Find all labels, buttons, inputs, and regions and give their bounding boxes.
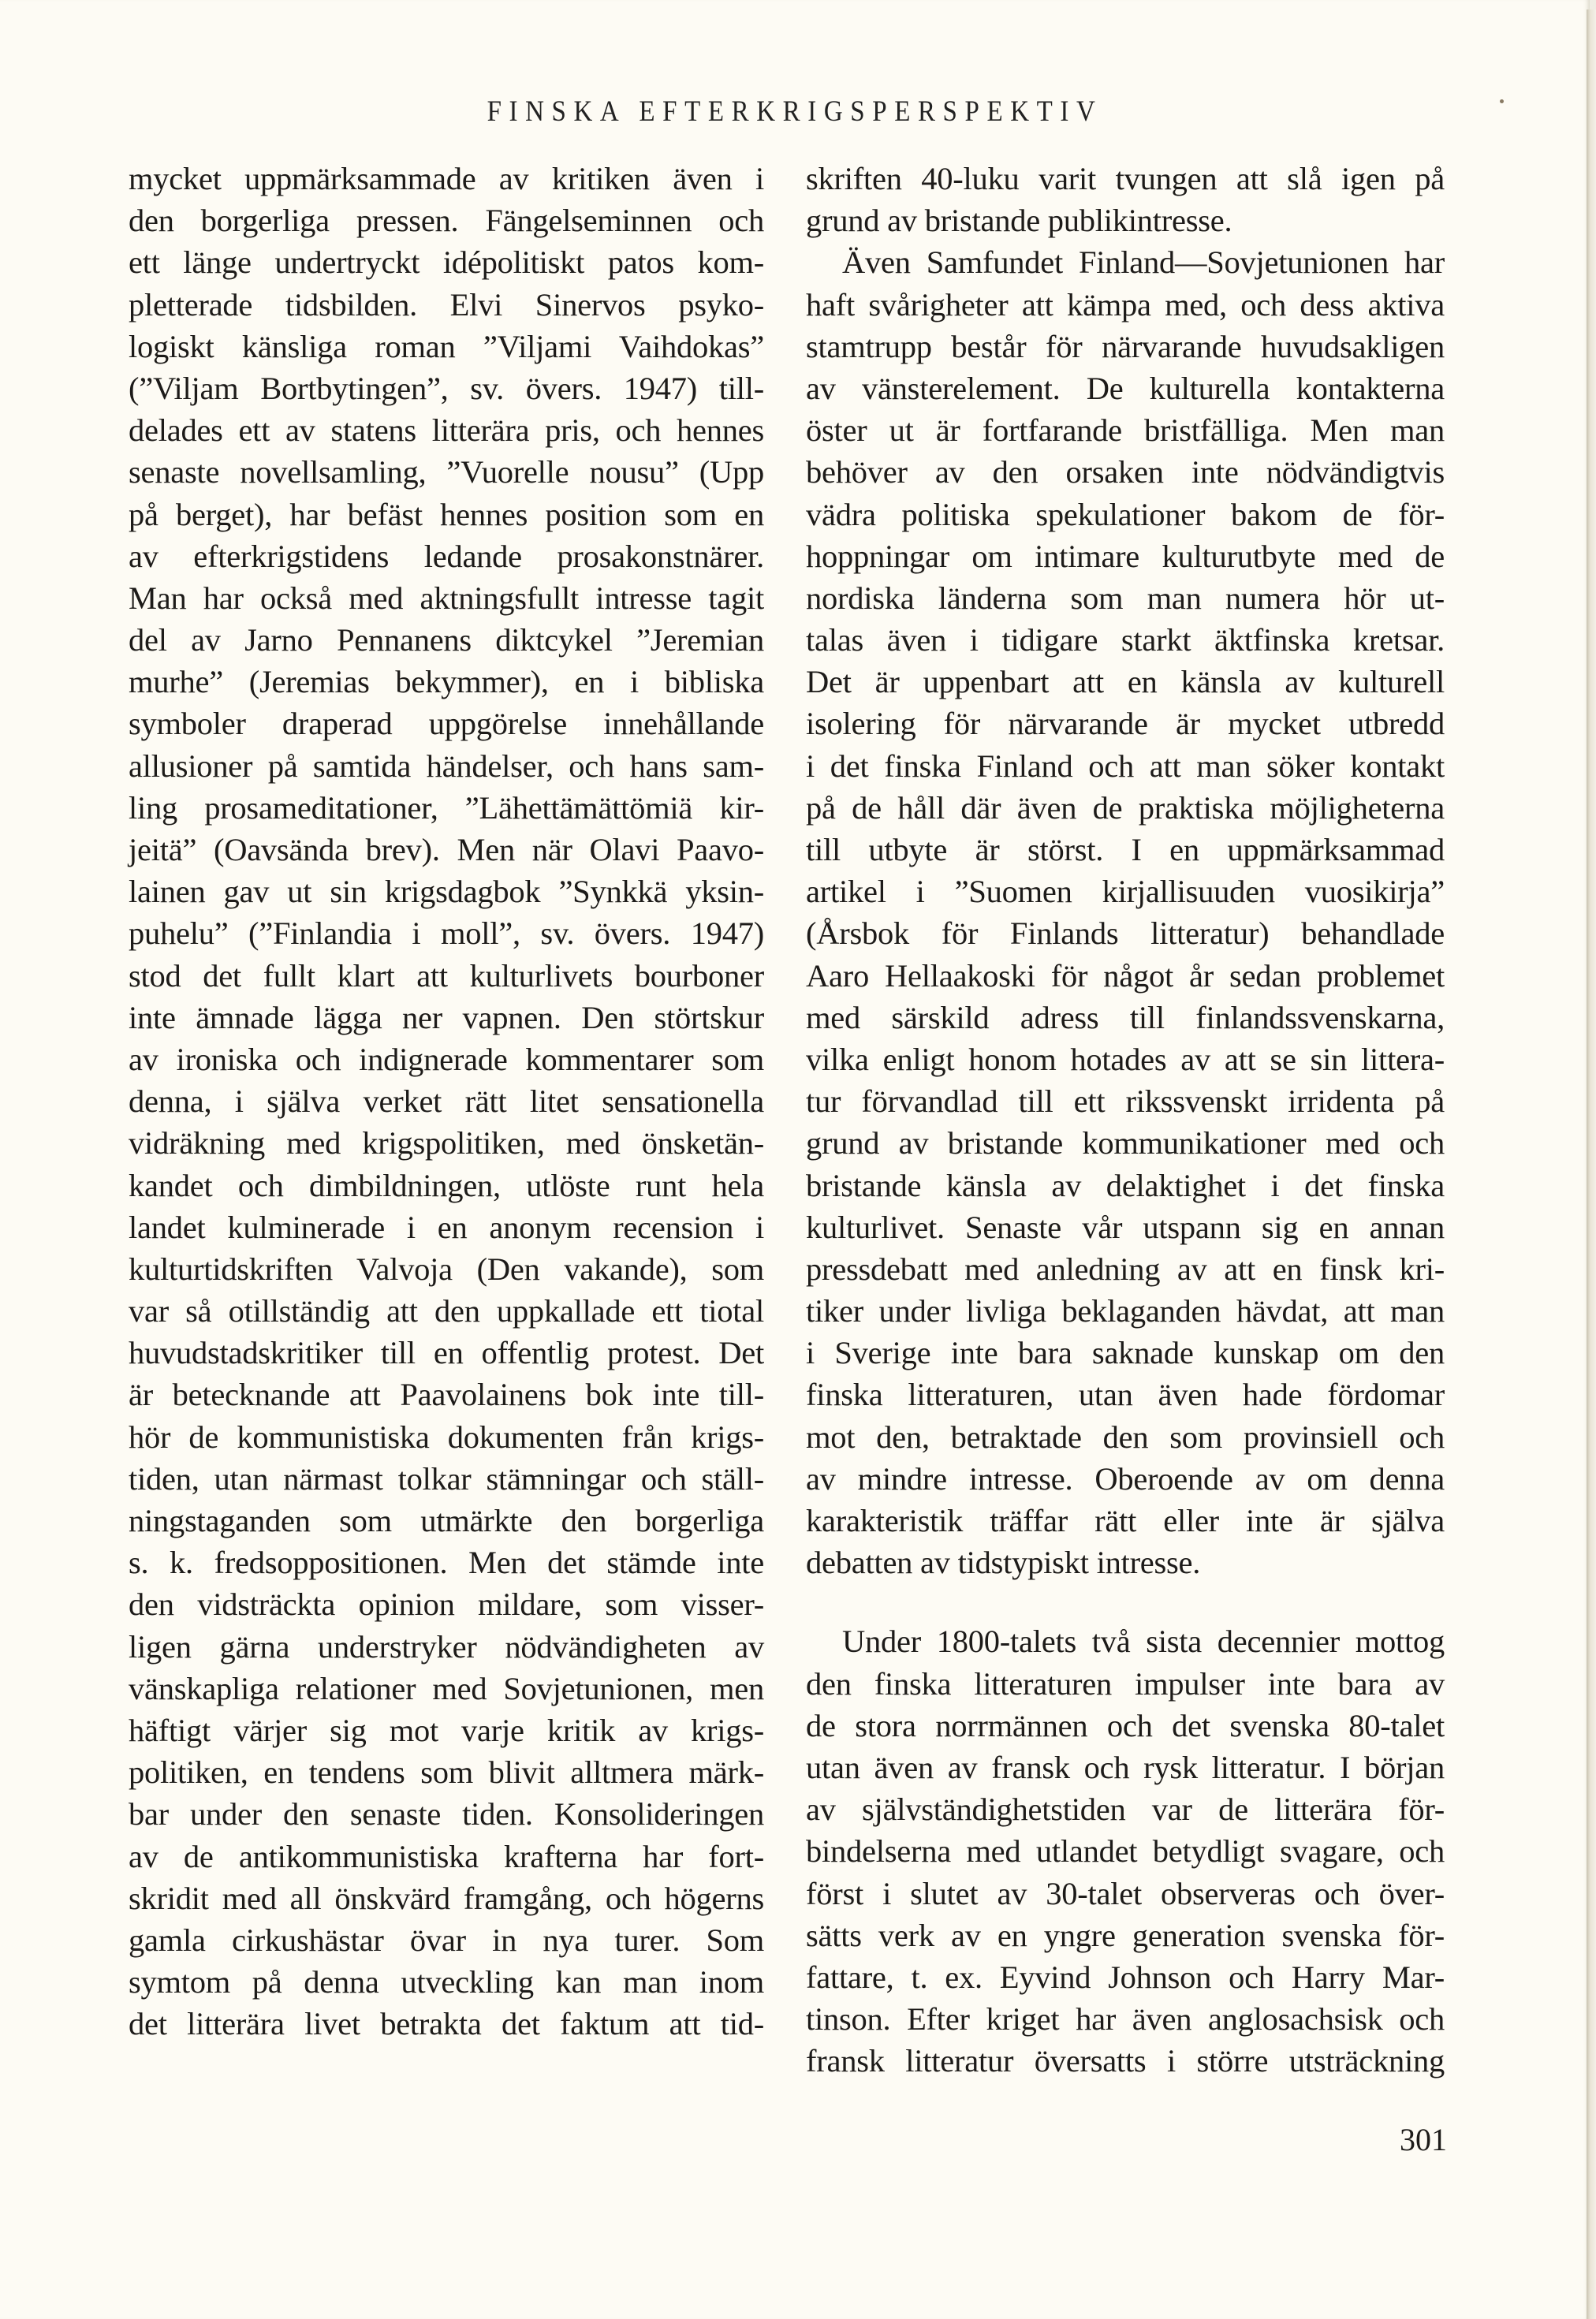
text-line: stod det fullt klart att kulturlivets bourboner (129, 957, 764, 994)
text-line: i det finska Finland och att man söker kontakt (806, 748, 1445, 784)
text-line: var så otillständig att den uppkallade ett tiotal (129, 1293, 764, 1329)
text-line: lainen gav ut sin krigsdagbok ”Synkkä yksin- (129, 874, 764, 910)
text-line: tiker under livliga beklaganden hävdat, att man (806, 1293, 1445, 1329)
text-line: tur förvandlad till ett rikssvenskt irridenta på (806, 1083, 1445, 1120)
text-line: häftigt värjer sig mot varje kritik av krigs- (129, 1712, 764, 1748)
text-line: symtom på denna utveckling kan man inom (129, 1964, 764, 2000)
running-head: FINSKA EFTERKRIGSPERSPEKTIV (487, 95, 1103, 129)
text-line: karakteristik träffar rätt eller inte är själva (806, 1503, 1445, 1538)
text-line: jeitä” (Oavsända brev). Men när Olavi Paavo- (129, 832, 764, 867)
text-line: ling prosameditationer, ”Lähettämättömiä kir- (129, 789, 764, 826)
text-line: kulturtidskriften Valvoja (Den vakande), som (129, 1251, 764, 1287)
text-line: på berget), har befäst hennes position som en (129, 496, 764, 532)
text-line: den borgerliga pressen. Fängelseminnen och (129, 203, 764, 239)
text-line: (”Viljam Bortbytingen”, sv. övers. 1947) till- (129, 370, 764, 406)
text-line: isolering för närvarande är mycket utbredd (806, 706, 1445, 742)
text-line: (Årsbok för Finlands litteratur) behandlade (806, 915, 1445, 952)
text-line: symboler draperad uppgörelse innehållande (129, 706, 764, 742)
text-line: skridit med all önskvärd framgång, och högerns (129, 1880, 764, 1916)
paragraph-gap (806, 1583, 1445, 1620)
text-line: vänskapliga relationer med Sovjetunionen, men (129, 1670, 764, 1706)
text-line: skriften 40-luku varit tvungen att slå igen på (806, 161, 1445, 196)
text-line: av de antikommunistiska krafterna har fort- (129, 1838, 764, 1874)
text-line: bindelserna med utlandet betydligt svagare, och (806, 1833, 1445, 1870)
text-line: huvudstadskritiker till en offentlig protest. Det (129, 1335, 764, 1371)
text-line: senaste novellsamling, ”Vuorelle nousu” (Upp (129, 454, 764, 490)
text-line: Man har också med aktningsfullt intresse tagit (129, 580, 764, 616)
text-line: talas även i tidigare starkt äktfinska kretsar. (806, 622, 1445, 658)
text-line: kulturlivet. Senaste vår utspann sig en annan (806, 1209, 1445, 1245)
text-line: kandet och dimbildningen, utlöste runt hela (129, 1167, 764, 1203)
text-line: utan även av fransk och rysk litteratur. I början (806, 1749, 1445, 1785)
text-line: denna, i själva verket rätt litet sensationella (129, 1083, 764, 1120)
text-line: behöver av den orsaken inte nödvändigtvis (806, 454, 1445, 490)
text-line: fattare, t. ex. Eyvind Johnson och Harry Mar- (806, 1959, 1445, 1995)
text-line: av självständighetstiden var de litterära för- (806, 1791, 1445, 1828)
page-edge-shadow (1587, 9, 1596, 2319)
text-line: öster ut är fortfarande bristfälliga. Men man (806, 412, 1445, 449)
text-line: ligen gärna understryker nödvändigheten av (129, 1628, 764, 1665)
text-line: vädra politiska spekulationer bakom de för- (806, 496, 1445, 532)
page-number: 301 (1400, 2122, 1447, 2157)
text-line: vilka enligt honom hotades av att se sin littera- (806, 1041, 1445, 1077)
text-line: sätts verk av en yngre generation svenska för- (806, 1917, 1445, 1953)
text-line: pletterade tidsbilden. Elvi Sinervos psyko- (129, 286, 764, 322)
text-line: inte ämnade lägga ner vapnen. Den störtskur (129, 999, 764, 1035)
text-line: av efterkrigstidens ledande prosakonstnärer. (129, 538, 764, 574)
text-line: den finska litteraturen impulser inte bara av (806, 1665, 1445, 1702)
left-column (129, 158, 764, 2045)
text-line: är betecknande att Paavolainens bok inte till- (129, 1377, 764, 1413)
text-line: ett länge undertryckt idépolitiskt patos kom- (129, 244, 764, 281)
text-line: till utbyte är störst. I en uppmärksammad (806, 832, 1445, 867)
text-line: tinson. Efter kriget har även anglosachsisk och (806, 2001, 1445, 2038)
text-line: del av Jarno Pennanens diktcykel ”Jeremian (129, 622, 764, 658)
text-line: bar under den senaste tiden. Konsolideringen (129, 1796, 764, 1832)
text-line: mycket uppmärksammade av kritiken även i (129, 161, 764, 196)
text-line: mot den, betraktade den som provinsiell och (806, 1419, 1445, 1455)
text-line: grund av bristande kommunikationer med och (806, 1125, 1445, 1161)
text-line: grund av bristande publikintresse. (806, 203, 1232, 239)
text-line: på de håll där även de praktiska möjligheterna (806, 789, 1445, 826)
text-line: ningstaganden som utmärkte den borgerliga (129, 1503, 764, 1538)
text-line: haft svårigheter att kämpa med, och dess aktiva (806, 286, 1445, 322)
text-line: Aaro Hellaakoski för något år sedan problemet (806, 957, 1445, 994)
text-line: artikel i ”Suomen kirjallisuuden vuosikirja” (806, 874, 1445, 910)
text-line: allusioner på samtida händelser, och hans sam- (129, 748, 764, 784)
text-line: Under 1800-talets två sista decennier mottog (842, 1624, 1445, 1660)
text-line: av vänsterelement. De kulturella kontakterna (806, 370, 1445, 406)
text-line: nordiska länderna som man numera hör ut- (806, 580, 1445, 616)
text-line: den vidsträckta opinion mildare, som visser- (129, 1586, 764, 1623)
text-line: pressdebatt med anledning av att en finsk kri- (806, 1251, 1445, 1287)
text-line: först i slutet av 30-talet observeras och över- (806, 1875, 1445, 1911)
text-line: Det är uppenbart att en känsla av kulturell (806, 664, 1445, 700)
text-line: fransk litteratur översatts i större utsträckning (806, 2043, 1445, 2079)
text-line: politiken, en tendens som blivit alltmera märk- (129, 1754, 764, 1791)
text-line: finska litteraturen, utan även hade fördomar (806, 1377, 1445, 1413)
text-line: gamla cirkushästar övar in nya turer. Som (129, 1922, 764, 1958)
text-line: de stora norrmännen och det svenska 80-talet (806, 1707, 1445, 1743)
text-line: murhe” (Jeremias bekymmer), en i bibliska (129, 664, 764, 700)
right-column (806, 158, 1445, 2082)
text-line: logiskt känsliga roman ”Viljami Vaihdokas” (129, 328, 764, 364)
text-line: s. k. fredsoppositionen. Men det stämde inte (129, 1545, 764, 1581)
text-line: stamtrupp består för närvarande huvudsakligen (806, 328, 1445, 364)
text-line: det litterära livet betrakta det faktum att tid- (129, 2006, 764, 2042)
text-line: hoppningar om intimare kulturutbyte med de (806, 538, 1445, 574)
text-line: av ironiska och indignerade kommentarer som (129, 1041, 764, 1077)
text-line: tiden, utan närmast tolkar stämningar och ställ- (129, 1460, 764, 1497)
text-line: debatten av tidstypiskt intresse. (806, 1545, 1201, 1581)
text-line: av mindre intresse. Oberoende av om denna (806, 1460, 1445, 1497)
text-line: med särskild adress till finlandssvenskarna, (806, 999, 1445, 1035)
text-line: i Sverige inte bara saknade kunskap om den (806, 1335, 1445, 1371)
text-line: puhelu” (”Finlandia i moll”, sv. övers. 1947) (129, 915, 764, 952)
text-line: landet kulminerade i en anonym recension i (129, 1209, 764, 1245)
text-line: Även Samfundet Finland—Sovjetunionen har (842, 244, 1445, 281)
text-line: delades ett av statens litterära pris, och hennes (129, 412, 764, 449)
text-line: bristande känsla av delaktighet i det finska (806, 1167, 1445, 1203)
text-line: vidräkning med krigspolitiken, med önsketän- (129, 1125, 764, 1161)
text-line: hör de kommunistiska dokumenten från krigs- (129, 1419, 764, 1455)
